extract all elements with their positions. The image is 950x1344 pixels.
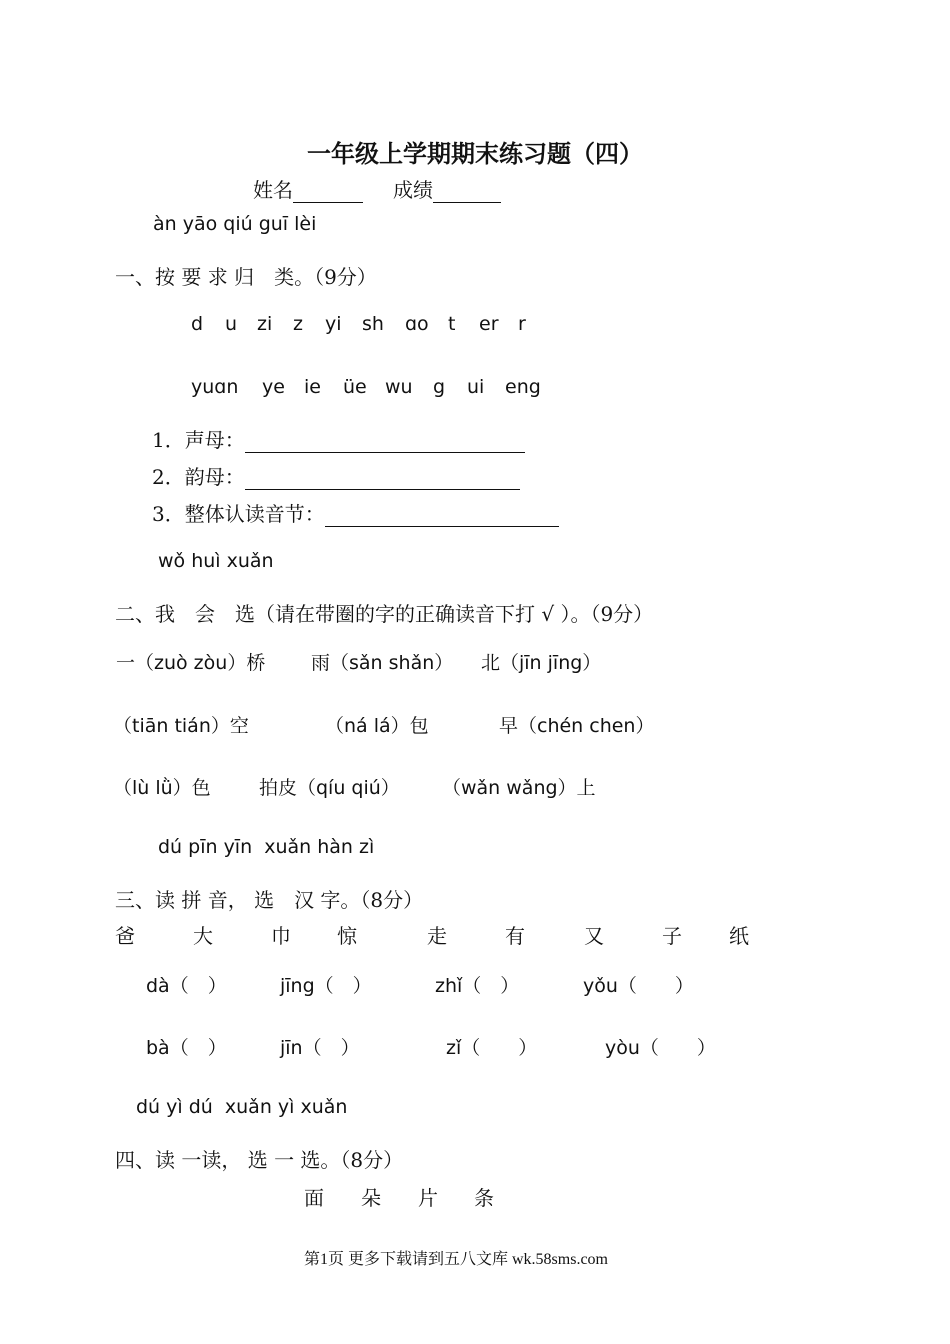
letter-item: zi: [257, 313, 273, 335]
letter-item: yi: [325, 313, 342, 335]
question-syllables: [152, 498, 559, 527]
pinyin-blank: zhǐ（ ）: [435, 975, 520, 997]
letter-item: d: [191, 313, 204, 335]
choice-item: 拍皮（qíu qiú）: [259, 777, 400, 799]
letter-item: ɑo: [405, 313, 429, 335]
section-4-pinyin: dú yì dú xuǎn yì xuǎn: [136, 1096, 348, 1118]
pinyin-blank: yòu（ ）: [605, 1037, 716, 1059]
choice-item: 雨（sǎn shǎn）: [311, 652, 454, 674]
answer-line: [245, 467, 520, 490]
character-item: 条: [474, 1186, 494, 1210]
letter-item: wu: [385, 376, 413, 398]
name-blank-line: [293, 180, 363, 203]
choice-item: （ná lá）包: [325, 715, 429, 737]
section-3-heading: 三、读 拼 音， 选 汉 字。（8分）: [115, 888, 424, 912]
letter-item: yuɑn: [191, 376, 239, 398]
letter-item: ui: [467, 376, 485, 398]
character-item: 巾: [271, 924, 291, 948]
question-consonants: [152, 424, 525, 453]
name-field: [253, 174, 363, 203]
choice-item: 一（zuò zòu）桥: [116, 652, 266, 674]
character-item: 面: [304, 1186, 324, 1210]
choice-item: （wǎn wǎng）上: [442, 777, 596, 799]
letter-item: u: [225, 313, 238, 335]
section-3-pinyin: dú pīn yīn xuǎn hàn zì: [158, 836, 375, 858]
section-2-pinyin: wǒ huì xuǎn: [158, 550, 274, 572]
pinyin-blank: jīn（ ）: [280, 1037, 360, 1059]
character-item: 片: [418, 1186, 438, 1210]
pinyin-blank: jīng（ ）: [280, 975, 372, 997]
pinyin-blank: yǒu（ ）: [583, 975, 694, 997]
character-item: 惊: [337, 924, 357, 948]
letter-item: t: [448, 313, 456, 335]
letter-item: z: [293, 313, 303, 335]
letter-item: üe: [343, 376, 367, 398]
letter-item: ie: [304, 376, 321, 398]
page-title: 一年级上学期期末练习题（四）: [307, 140, 643, 168]
choice-item: 早（chén chen）: [499, 715, 655, 737]
letter-item: eng: [505, 376, 541, 398]
section-2-heading: 二、我 会 选（请在带圈的字的正确读音下打 √ ）。（9分）: [115, 602, 654, 626]
answer-line: [325, 504, 559, 527]
section-4-heading: 四、读 一读， 选 一 选。（8分）: [115, 1148, 404, 1172]
question-vowels: [152, 461, 520, 490]
character-item: 有: [505, 924, 525, 948]
letter-item: r: [518, 313, 526, 335]
name-label: 姓名: [253, 178, 293, 202]
score-field: [393, 174, 501, 203]
answer-line: [245, 430, 525, 453]
pinyin-blank: zǐ（ ）: [446, 1037, 538, 1059]
section-1-heading: 一、按 要 求 归 类。（9分）: [115, 265, 377, 289]
score-blank-line: [433, 180, 501, 203]
question-syllables-label: 3．整体认读音节：: [152, 502, 325, 526]
character-item: 又: [584, 924, 604, 948]
choice-item: 北（jīn jīng）: [481, 652, 602, 674]
pinyin-blank: bà（ ）: [146, 1037, 227, 1059]
choice-item: （lù lǜ）色: [113, 777, 211, 799]
page-footer: 第1页 更多下载请到五八文库 wk.58sms.com: [304, 1251, 609, 1268]
character-item: 朵: [361, 1186, 381, 1210]
letter-item: sh: [362, 313, 384, 335]
question-consonants-label: 1．声母：: [152, 428, 245, 452]
letter-item: ye: [262, 376, 285, 398]
choice-item: （tiān tián）空: [113, 715, 249, 737]
question-vowels-label: 2．韵母：: [152, 465, 245, 489]
character-item: 走: [427, 924, 447, 948]
character-item: 子: [662, 924, 682, 948]
letter-item: g: [433, 376, 446, 398]
character-item: 纸: [729, 924, 749, 948]
letter-item: er: [479, 313, 499, 335]
character-item: 大: [193, 924, 213, 948]
character-item: 爸: [115, 924, 135, 948]
score-label: 成绩: [393, 178, 433, 202]
section-1-pinyin: àn yāo qiú guī lèi: [153, 213, 317, 235]
pinyin-blank: dà（ ）: [146, 975, 227, 997]
